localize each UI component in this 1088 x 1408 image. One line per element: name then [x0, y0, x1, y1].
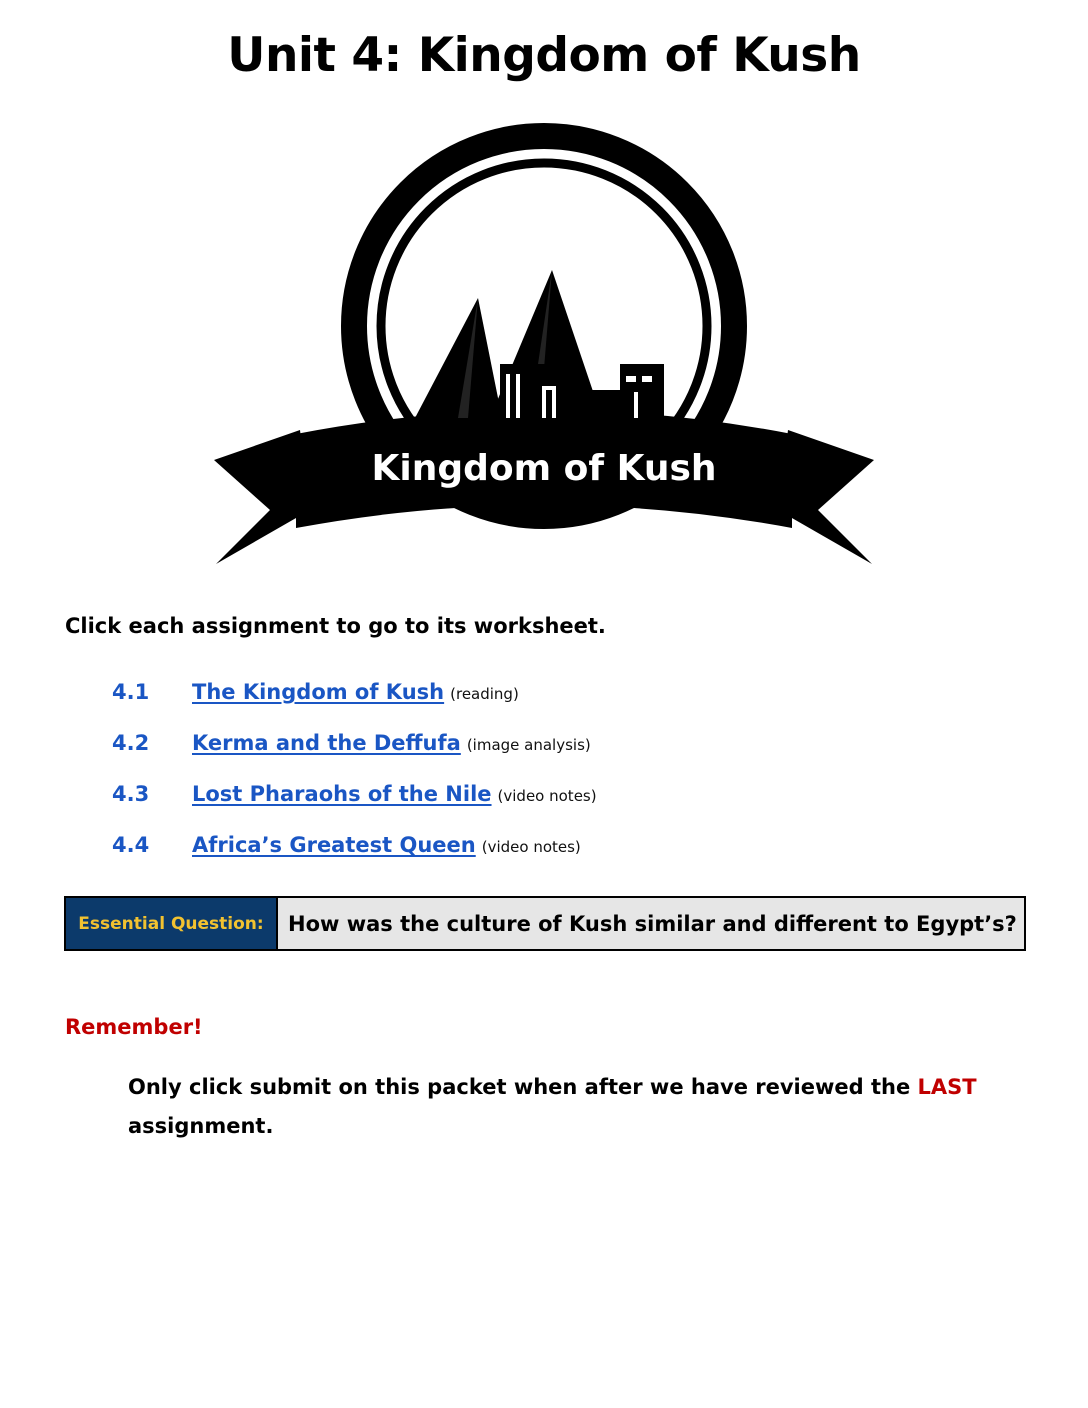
assignment-link-4-3[interactable]: [112, 782, 492, 806]
logo-banner-text: Kingdom of Kush: [371, 448, 717, 489]
list-item: [112, 782, 597, 833]
assignment-type: (image analysis): [466, 736, 591, 754]
kingdom-of-kush-logo: [210, 118, 878, 570]
assignment-number: 4.3: [112, 782, 150, 806]
assignment-title: The Kingdom of Kush: [192, 680, 445, 704]
reminder-text-start: Only click submit on this packet when after we have reviewed the: [128, 1075, 918, 1099]
reminder-emphasis: LAST: [917, 1075, 977, 1099]
assignment-type: (video notes): [497, 787, 597, 805]
essential-question-label: Essential Question:: [66, 898, 278, 949]
instructions-text: Click each assignment to go to its worksheet.: [65, 614, 606, 638]
assignment-title: Lost Pharaohs of the Nile: [192, 782, 492, 806]
list-item: [112, 833, 597, 884]
assignment-link-4-2[interactable]: [112, 731, 461, 755]
assignment-link-4-4[interactable]: [112, 833, 476, 857]
submit-reminder: [128, 1068, 1008, 1146]
essential-question-box: [64, 896, 1026, 951]
remember-heading: Remember!: [65, 1015, 203, 1039]
assignment-number: 4.2: [112, 731, 150, 755]
list-item: [112, 680, 597, 731]
assignment-number: 4.4: [112, 833, 150, 857]
assignment-list: [112, 680, 597, 884]
reminder-text-end: assignment.: [128, 1114, 274, 1138]
assignment-type: (video notes): [481, 838, 581, 856]
assignment-type: (reading): [450, 685, 519, 703]
assignment-link-4-1[interactable]: [112, 680, 444, 704]
assignment-title: Africa’s Greatest Queen: [192, 833, 476, 857]
assignment-number: 4.1: [112, 680, 150, 704]
page-title: Unit 4: Kingdom of Kush: [227, 28, 861, 83]
assignment-title: Kerma and the Deffufa: [192, 731, 461, 755]
list-item: [112, 731, 597, 782]
essential-question-text: How was the culture of Kush similar and different to Egypt’s?: [278, 898, 1024, 949]
pyramids-temple-emblem-icon: [210, 118, 878, 570]
